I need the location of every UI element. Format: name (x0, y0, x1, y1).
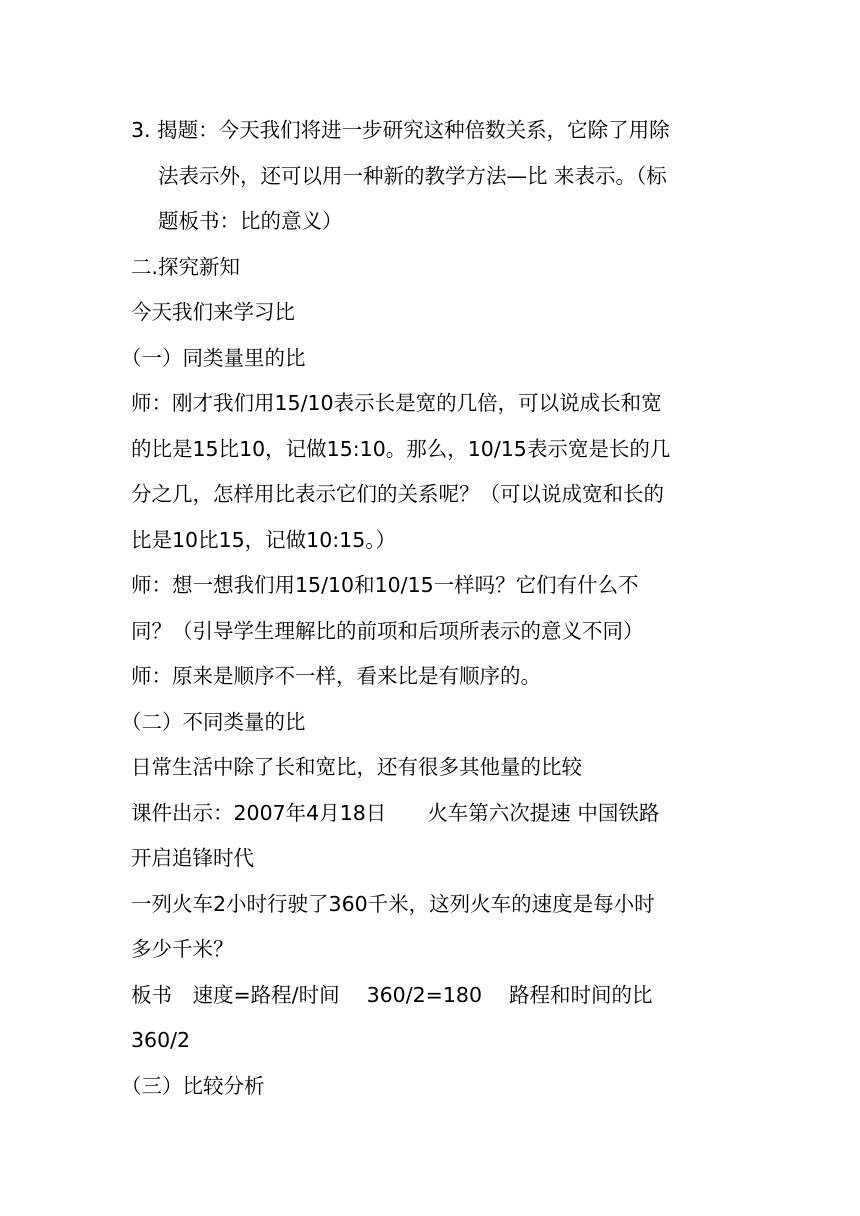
step-3-reveal-topic-line-1: 3. 揭题：今天我们将进一步研究这种倍数关系，它除了用除 (131, 118, 670, 142)
daily-life-line: 日常生活中除了长和宽比，还有很多其他量的比较 (131, 755, 582, 779)
subheading-same-kind-ratio: （一）同类量里的比 (121, 345, 306, 370)
teacher-paragraph-1-line-3: 分之几，怎样用比表示它们的关系呢？（可以说成宽和长的 (131, 482, 664, 506)
subheading-different-kind-ratio: （二）不同类量的比 (121, 709, 306, 734)
teacher-paragraph-2-line-1: 师：想一想我们用15/10和10/15一样吗？它们有什么不 (131, 573, 639, 597)
step-3-reveal-topic-line-3: 题板书：比的意义） (158, 209, 343, 233)
document-body (121, 108, 741, 1109)
teacher-paragraph-1-line-4: 比是10比15，记做10:15。） (131, 527, 396, 552)
board-writing-line-2: 360/2 (131, 1028, 191, 1052)
courseware-line-2: 开启追锋时代 (131, 846, 254, 870)
courseware-line-1: 课件出示：2007年4月18日 火车第六次提速 中国铁路 (131, 800, 660, 825)
teacher-paragraph-2-line-2: 同？（引导学生理解比的前项和后项所表示的意义不同） (131, 618, 644, 643)
train-problem-line-2: 多少千米？ (131, 937, 234, 961)
teacher-paragraph-1-line-2: 的比是15比10，记做15:10。那么，10/15表示宽是长的几 (131, 436, 671, 461)
section-heading-explore: 二.探究新知 (131, 254, 241, 279)
step-3-reveal-topic-line-2: 法表示外，还可以用一种新的教学方法—比 来表示。（标 (158, 163, 667, 188)
subheading-comparison-analysis: （三）比较分析 (121, 1073, 265, 1098)
teacher-paragraph-3: 师：原来是顺序不一样，看来比是有顺序的。 (131, 664, 541, 688)
board-writing-line-1: 板书 速度=路程/时间 360/2=180 路程和时间的比 (131, 982, 653, 1007)
train-problem-line-1: 一列火车2小时行驶了360千米，这列火车的速度是每小时 (131, 891, 655, 916)
teacher-paragraph-1-line-1: 师：刚才我们用15/10表示长是宽的几倍，可以说成长和宽 (131, 391, 662, 415)
intro-line: 今天我们来学习比 (131, 300, 295, 324)
